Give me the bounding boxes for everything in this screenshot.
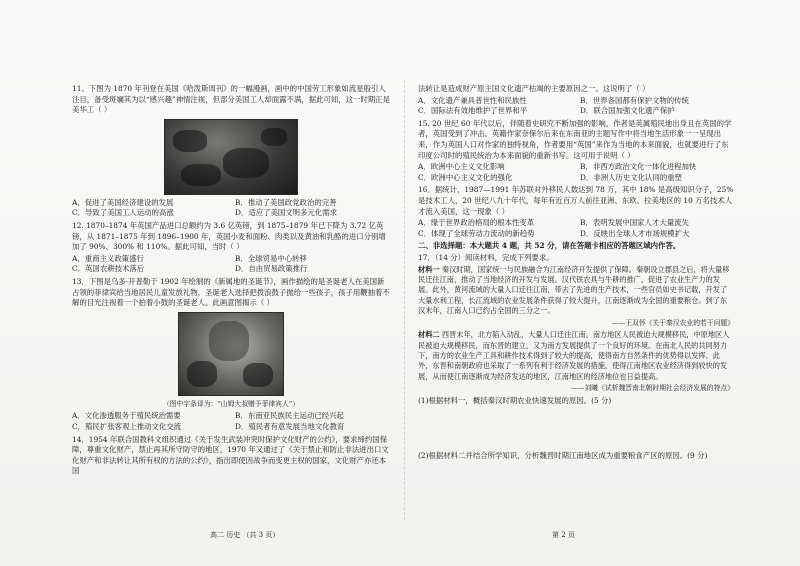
option-b[interactable]: B．非西方政治文化一体化进程加快 [580,162,697,172]
question-13-options [72,411,390,432]
question-13-caption: （图中字条译为：“山姆大叔赠予菲律宾人”） [162,399,300,408]
question-17-stem: 17．（14 分）阅读材料，完成下列要求。 [418,252,554,262]
question-15-stem: 15. 20 世纪 60 年代以后，伴随着史研究不断加强的影响，作者是英属殖民地出身且在英国的学者，英国受到了冲击。英籍作家奈保尔后来在东南亚的主题写作中将当地生活形象一一呈现出来，作为英国人口对作家的独特视角，作者要用“英国”来作为当地的本来面貌，也就要进行了东印度公司时的殖民统治为本来面貌的重新书写。这可用于说明（ ） [418,118,732,160]
question-11-stem: 11、下图为 1870 年刊登在美国《哈泼斯周刊》的一幅漫画，画中的中国劳工形象如流星般引人注目，备受斑斓其为以“感兴趣”神情注视，但部分美国工人却面露不满，据此可知，这一时期正是美华工（ ） [72,84,390,115]
option-c[interactable]: C．国际法有效地维护了世界和平 [418,106,528,116]
option-d[interactable]: D．联合国加强文化遗产保护 [580,106,675,116]
option-d[interactable]: D．非洲人历史文化认同的重塑 [580,172,683,182]
question-16-options [418,218,734,239]
question-14-continued: 法转让是造成财产原主国文化遗产枯竭的主要原因之一。这说明了（ ） [418,84,650,93]
left-column [72,84,390,478]
material-2 [418,330,734,382]
right-column [418,84,734,463]
option-d[interactable]: D．反映出全球人才市场规模扩大 [580,228,690,238]
option-b[interactable]: B．世界各国都有保护文物的传统 [580,95,689,105]
option-d[interactable]: D．适应了美国文明多元化需求 [235,208,338,218]
option-b[interactable]: B．东南亚民族民主运动已经兴起 [235,411,344,421]
material-2-source: ——刘曦《试析魏晋南北朝时期社会经济发展的特点》 [570,384,734,393]
material-1-label: 材料一 [418,264,440,274]
christmas-cartoon-illustration-icon [178,312,284,396]
page-footer-right: 第 2 页 [552,531,575,539]
option-c[interactable]: C．体现了全球劳动力流动的新趋势 [418,228,535,238]
question-16-stem: 16．据统计，1987—1991 年苏联对外移民人数达到 78 万，其中 18% 是高级知识分子，25% 是技术工人，20 世纪八九十年代，每年有近百万人前往亚洲、东欧、拉美地区的 10 万名技术人才流入美国，这一现象（ ） [418,185,734,216]
question-12-options [72,254,390,275]
question-17-task-1: (1)根据材料一，概括秦汉时期农业快速发展的原因。(5 分) [418,395,612,405]
question-12-stem: 12. 1870–1874 年英国产品进口总额约为 3.6 亿英镑，到 1875–1879 年已下降为 3.72 亿英镑，从 1871–1875 年到 1896–1900 年，英国小麦和面粉、肉类以及黄油和乳酪的进口分别增加了 90%、300% 和 110%。据此可知，当时（ ） [72,220,386,252]
option-c[interactable]: C．英国农耕技术落后 [72,264,145,274]
option-b[interactable]: B．全球贸易中心转移 [235,253,307,263]
question-13-stem: 13．下图是乌多·开普勒于 1902 年绘制的《新属地的圣诞节》，画作描绘的是圣诞老人在美国新占领的菲律宾给当地居民儿童发放礼物，圣诞老人选择把拨浪鼓子抛给一些孩子，孩子用鞭抽着不解的目光注视着一个拍着小鼓的圣诞老人。此画意图揭示（ ） [72,276,390,308]
option-d[interactable]: D．殖民者有意发展当地文化教育 [235,421,345,431]
section-2-heading: 二、非选择题：本大题共 4 题，共 52 分，请在答题卡相应的答题区域内作答。 [418,241,681,251]
question-17-task-2: (2)根据材料二并结合所学知识，分析魏晋时期江南地区成为重要粮食产区的原因。(9 分) [418,451,708,461]
material-1-source: ——王双怀《关于秦汉农业的若干问题》 [611,318,734,327]
option-d[interactable]: D．自由贸易政策推行 [235,264,308,274]
option-a[interactable]: A．文化遗产兼具普世性和民族性 [418,95,527,105]
material-2-text: 西晋末年，北方陷入动乱，大量人口迁往江南。南方地区人民被迫大规模移民，中原地区人民被迫大规模移民，而东晋的建立，又为南方发展提供了一个良好的环境。在南北人民的共同努力下，南方的农业生产工具和耕作技术得到了较大的提高，使得南方自然条件的优势得以发挥。此外，东晋和南朝政府也采取了一系列有利于经济发展的措施，使得江南地区农业经济得到较快的发展，从而使江南逐渐成为经济发达的地区，江南地区的经济地位也日益提高。 [418,330,730,381]
question-11-options [72,198,390,219]
question-14-options [418,96,734,117]
material-1-text: 秦汉时期，国家统一与民族融合为江南经济开发提供了保障。秦朝设立郡县之后，将大量移民迁往江南，推动了当地经济的开发与发展。汉代铁农具与牛耕的推广，促进了农业生产力的发展。此外，黄河流域的大量人口迁往江南，带去了先进的生产技术，一些官员如史书记载，开发了大量水利工程，长江流域的农业发展条件获得了较大提升，江南逐渐成为全国的重要粮仓。到了东汉末年，江南人口已约占全国的三分之一。 [418,264,730,316]
option-b[interactable]: B．推动了美国政党政治的完善 [235,197,337,207]
question-15-options [418,162,734,183]
engraving-illustration-icon [164,119,298,195]
option-a[interactable]: A．欧洲中心主义文化影响 [418,162,505,172]
option-a[interactable]: A．缘于世界政治格局的根本性变革 [418,218,535,228]
option-a[interactable]: A．文化渗透服务于殖民统治需要 [72,411,181,421]
page-footer-left: 高二 历史 （共 3 页） [210,531,280,539]
material-1 [418,265,734,317]
option-b[interactable]: B．表明发展中国家人才大量流失 [580,218,689,228]
column-divider [404,80,405,520]
option-c[interactable]: C．导致了美国工人运动的高涨 [72,208,174,218]
option-a[interactable]: A．重商主义政策盛行 [72,253,144,263]
option-c[interactable]: C．殖民扩张客观上推动文化交流 [72,421,182,431]
question-14-stem: 14．1954 年联合国教科文组织通过《关于发生武装冲突时保护文化财产的公约》，要求缔约国保障，尊重文化财产，禁止再其所守防守的地区，1970 年又通过了《关于禁止和防止非法进出口文化财产和非法转让其所有权的方法的公约》，指出即使因战争而变更主权的国家，文化财产亦还本国 [72,434,389,476]
answer-space [418,407,734,451]
option-a[interactable]: A．促进了美国经济建设的发展 [72,197,174,207]
option-c[interactable]: C．欧洲中心主义文化的强化 [418,172,513,182]
material-2-label: 材料二 [418,330,440,340]
